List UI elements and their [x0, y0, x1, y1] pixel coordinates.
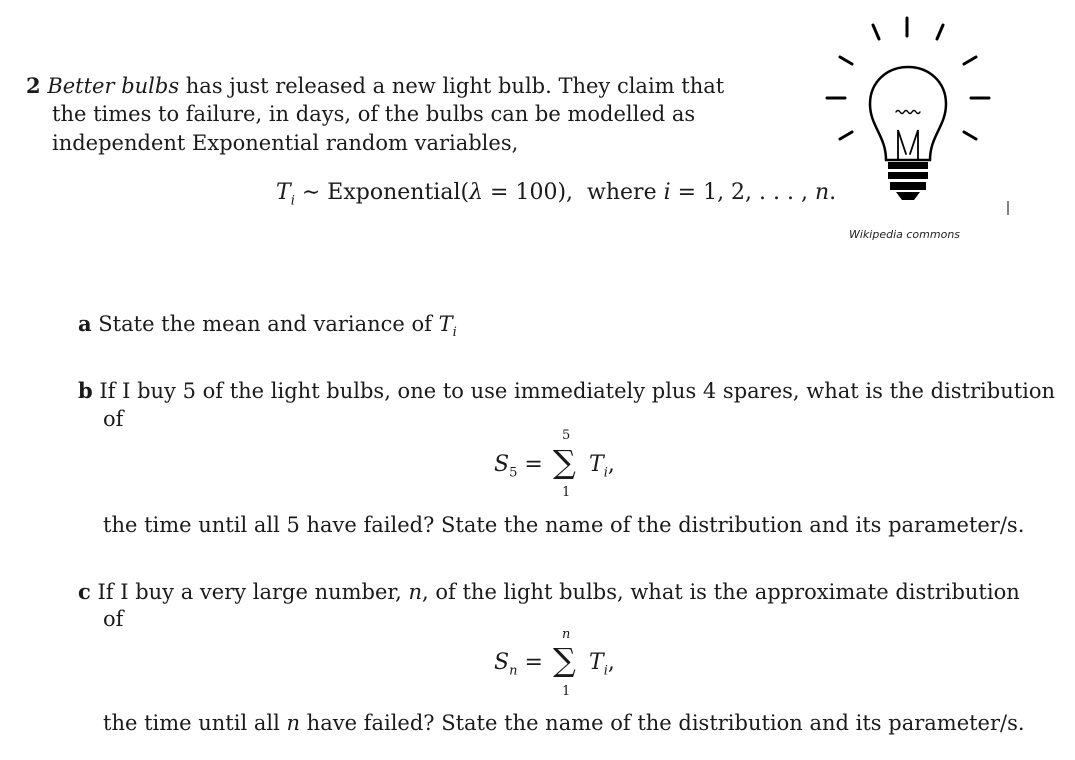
part-b-line1: [78, 377, 1055, 405]
light-bulb-icon: [818, 12, 1018, 220]
question-intro-line2: the times to failure, in days, of the bulbs can be modelled as: [52, 102, 696, 126]
sum-c-comma: ,: [607, 650, 615, 675]
model-equation: [276, 180, 836, 208]
model-var: T: [276, 180, 291, 205]
part-a-var: T: [438, 312, 453, 336]
sum-c-term-sub: i: [603, 663, 608, 679]
sum-b-term: [589, 452, 615, 480]
model-var-sub: i: [290, 193, 295, 209]
part-c-var: n: [408, 580, 423, 604]
part-c-line1: [78, 578, 1020, 606]
dist-name: Exponential(: [327, 180, 470, 205]
sum-c-lhs: [494, 650, 543, 678]
sum-c-lhs-var: S: [494, 650, 510, 675]
question-number: 2: [26, 73, 41, 98]
sum-c-equals: =: [524, 650, 543, 675]
sum-b-lower: 1: [562, 485, 571, 500]
part-c-line2: of: [103, 607, 124, 631]
sum-b-comma: ,: [607, 452, 615, 477]
tilde-symbol: ∼: [301, 180, 321, 205]
part-a-label: a: [78, 311, 92, 336]
sum-c-lhs-sub: n: [509, 663, 518, 679]
part-c-follow: [103, 709, 1025, 737]
image-credit: Wikipedia commons: [849, 228, 961, 241]
index-range: = 1, 2, . . . ,: [677, 180, 808, 205]
part-c-text-rest: , of the light bulbs, what is the approximate distribution: [422, 580, 1020, 604]
part-a-var-sub: i: [452, 325, 457, 341]
part-a-text: State the mean and variance of: [98, 312, 439, 336]
where-word: where: [587, 180, 657, 205]
sum-b-term-var: T: [589, 452, 604, 477]
sum-b-lhs-var: S: [494, 452, 510, 477]
sum-b-upper: 5: [562, 428, 571, 443]
intro-text-1: has just released a new light bulb. They claim that: [179, 74, 725, 98]
part-a: [78, 310, 457, 347]
question-intro-line3: independent Exponential random variables,: [52, 131, 519, 155]
sum-b-equals: =: [524, 452, 543, 477]
part-b-label: b: [78, 378, 93, 403]
part-c-follow-var: n: [286, 711, 300, 735]
part-c-label: c: [78, 579, 91, 604]
model-dot: .: [829, 180, 837, 205]
sum-b-term-sub: i: [603, 465, 608, 481]
sum-b-sigma: ∑: [553, 443, 576, 481]
part-c-follow-pre: the time until all: [103, 711, 287, 735]
question-intro-line1: [26, 72, 724, 100]
lambda-symbol: λ: [469, 180, 484, 205]
index-var: i: [663, 180, 671, 205]
sum-c-sigma: ∑: [553, 641, 576, 679]
rate-value: 100: [515, 180, 558, 205]
index-n: n: [815, 180, 830, 205]
dist-close: ),: [557, 180, 574, 205]
sum-b-lhs: [494, 452, 543, 480]
sum-b-lhs-sub: 5: [509, 465, 518, 481]
part-b-text: If I buy 5 of the light bulbs, one to use immediately plus 4 spares, what is the distribution: [99, 379, 1056, 403]
sum-c-lower: 1: [562, 684, 571, 699]
sum-c-term-var: T: [589, 650, 604, 675]
part-b-line2: of: [103, 407, 124, 431]
part-c-text: If I buy a very large number,: [97, 580, 409, 604]
company-name: Better bulbs: [47, 74, 180, 98]
sum-c-upper: n: [562, 627, 571, 642]
part-b-follow: the time until all 5 have failed? State the name of the distribution and its parameter/s.: [103, 513, 1025, 537]
equals-symbol: =: [490, 180, 509, 205]
sum-c-term: [589, 650, 615, 678]
part-c-follow-post: have failed? State the name of the distribution and its parameter/s.: [300, 711, 1025, 735]
